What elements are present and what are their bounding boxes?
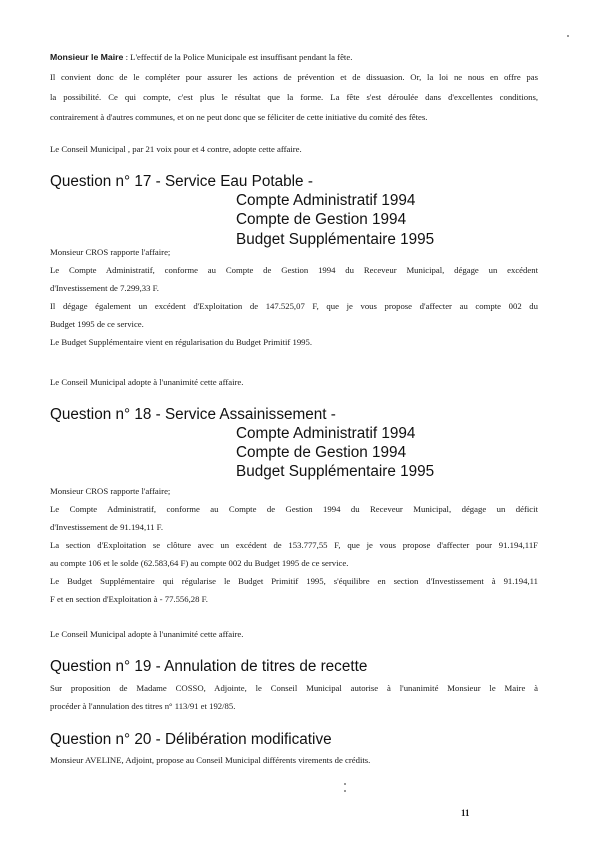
question-17-title: Question n° 17 - Service Eau Potable -: [50, 173, 313, 190]
intro-line-1: [50, 51, 538, 63]
q17-line-3: d'Investissement de 7.299,33 F.: [50, 283, 159, 293]
q18-line-6: Le Budget Supplémentaire qui régularise le Budget Primitif 1995, s'équilibre en section d'Investissement à 91.194,11: [50, 576, 538, 586]
q17-line-6: Le Budget Supplémentaire vient en régularisation du Budget Primitif 1995.: [50, 337, 313, 347]
q18-line-1: Monsieur CROS rapporte l'affaire;: [50, 486, 171, 496]
q18-vote-text: Le Conseil Municipal adopte à l'unanimité cette affaire.: [50, 629, 244, 639]
q19-line-2: procéder à l'annulation des titres n° 113/91 et 192/85.: [50, 701, 236, 711]
q18-vote: [50, 628, 538, 640]
q18-subtitle-3: Budget Supplémentaire 1995: [236, 463, 435, 480]
q20-line-1: Monsieur AVELINE, Adjoint, propose au Conseil Municipal différents virements de crédits.: [50, 755, 371, 765]
question-19-body: [50, 682, 538, 712]
intro-vote: [50, 143, 538, 155]
q18-line-7: F et en section d'Exploitation à - 77.556,28 F.: [50, 594, 208, 604]
q18-line-3: d'Investissement de 91.194,11 F.: [50, 522, 163, 532]
question-20-body: [50, 754, 538, 766]
q17-line-1: Monsieur CROS rapporte l'affaire;: [50, 247, 171, 257]
q17-line-2: Le Compte Administratif, conforme au Compte de Gestion 1994 du Receveur Municipal, dégage un excédent: [50, 265, 538, 275]
q18-subtitle-2: Compte de Gestion 1994: [236, 444, 407, 461]
scan-speck: [344, 783, 346, 785]
q17-line-5: Budget 1995 de ce service.: [50, 319, 144, 329]
q17-vote: [50, 376, 538, 388]
question-18-body: [50, 485, 538, 605]
intro-text-1: : L'effectif de la Police Municipale est insuffisant pendant la fête.: [123, 52, 353, 62]
q17-line-4: Il dégage également un excédent d'Exploitation de 147.525,07 F, que je vous propose d'affecter au compte 002 du: [50, 301, 538, 311]
intro-line-2: Il convient donc de le compléter pour assurer les actions de prévention et de dissuasion. Or, la loi ne nous en offre pas: [50, 72, 538, 82]
question-17-body: [50, 246, 538, 348]
speaker-name: Monsieur le Maire: [50, 52, 124, 62]
q17-subtitle-1: Compte Administratif 1994: [236, 192, 416, 209]
intro-line-4: contrairement à d'autres communes, et on ne peut donc que se féliciter de cette initiative du comité des fêtes.: [50, 112, 428, 122]
q18-line-5: au compte 106 et le solde (62.583,64 F) au compte 002 du Budget 1995 de ce service.: [50, 558, 349, 568]
q19-line-1: Sur proposition de Madame COSSO, Adjointe, le Conseil Municipal autorise à l'unanimité Monsieur le Maire à: [50, 683, 538, 693]
scan-speck: [344, 790, 346, 792]
intro-vote-text: Le Conseil Municipal , par 21 voix pour et 4 contre, adopte cette affaire.: [50, 144, 302, 154]
intro-paragraph: [50, 51, 538, 123]
question-18-title: Question n° 18 - Service Assainissement -: [50, 406, 336, 423]
scan-speck: [567, 35, 569, 37]
q17-subtitle-2: Compte de Gestion 1994: [236, 211, 407, 228]
q18-line-2: Le Compte Administratif, conforme au Compte de Gestion 1994 du Receveur Municipal, dégage un déficit: [50, 504, 538, 514]
q18-line-4: La section d'Exploitation se clôture avec un excédent de 153.777,55 F, que je vous propose d'affecter pour 91.194,11F: [50, 540, 538, 550]
intro-line-3: la possibilité. Ce qui compte, c'est plus le résultat que la forme. La fête s'est déroulée dans d'excellentes conditions,: [50, 92, 538, 102]
q18-subtitle-1: Compte Administratif 1994: [236, 425, 416, 442]
q17-vote-text: Le Conseil Municipal adopte à l'unanimité cette affaire.: [50, 377, 244, 387]
question-19-title: Question n° 19 - Annulation de titres de recette: [50, 658, 368, 675]
q17-subtitle-3: Budget Supplémentaire 1995: [236, 231, 435, 248]
page-number: 11: [461, 808, 470, 818]
question-20-title: Question n° 20 - Délibération modificative: [50, 731, 332, 748]
